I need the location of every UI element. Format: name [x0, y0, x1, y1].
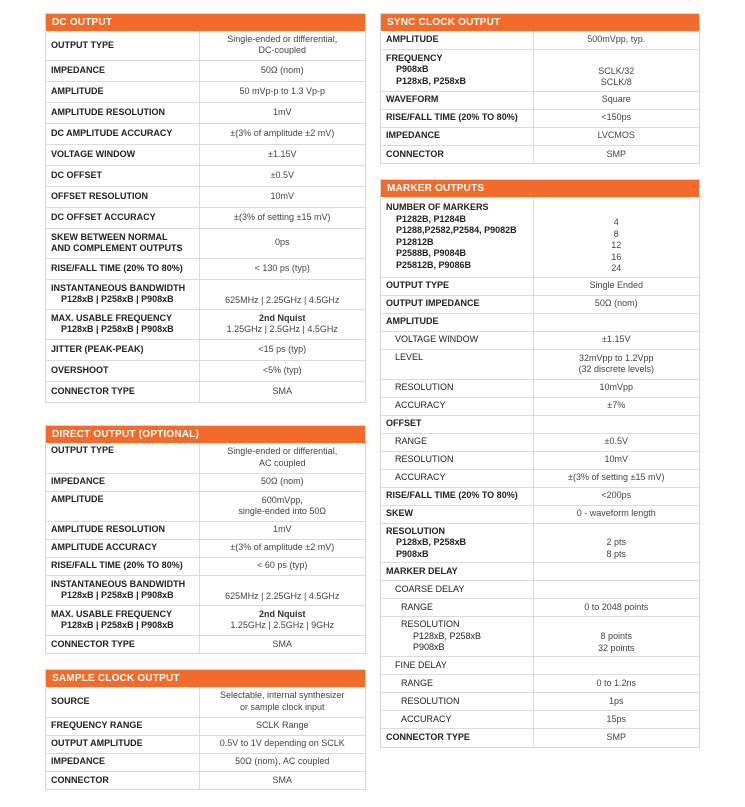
row-label: WAVEFORM	[381, 91, 533, 109]
table-row	[381, 711, 699, 729]
row-label: DC AMPLITUDE ACCURACY	[46, 123, 199, 144]
row-label: RISE/FALL TIME (20% TO 80%)	[46, 557, 199, 575]
row-label: RESOLUTION	[381, 451, 533, 469]
table-row	[46, 753, 365, 771]
table-row	[46, 165, 365, 186]
table-row	[46, 735, 365, 753]
table-row	[46, 575, 365, 605]
row-value: 15ps	[533, 711, 699, 729]
table-row	[381, 729, 699, 747]
table-row	[46, 60, 365, 81]
sync-clock-section	[380, 13, 700, 164]
row-label: VOLTAGE WINDOW	[381, 331, 533, 349]
row-label: FREQUENCY RANGE	[46, 717, 199, 735]
row-value: ±1.15V	[199, 144, 365, 165]
row-value: ±0.5V	[199, 165, 365, 186]
table-row	[46, 717, 365, 735]
row-label: RISE/FALL TIME (20% TO 80%)	[381, 487, 533, 505]
row-value: 1mV	[199, 102, 365, 123]
row-label: OUTPUT TYPE	[381, 277, 533, 295]
row-label: JITTER (PEAK-PEAK)	[46, 339, 199, 360]
table-row	[381, 433, 699, 451]
section-title: MARKER OUTPUTS	[381, 180, 699, 197]
row-label: SOURCE	[46, 687, 199, 717]
section-title: DC OUTPUT	[46, 14, 365, 31]
row-value: Single Ended	[533, 277, 699, 295]
row-value: 1mV	[199, 521, 365, 539]
row-value	[533, 313, 699, 331]
dc-output-table	[46, 31, 365, 402]
row-label: OFFSET RESOLUTION	[46, 186, 199, 207]
table-row	[46, 771, 365, 789]
row-value: 8 points 32 points	[533, 617, 699, 657]
row-value	[533, 415, 699, 433]
row-value: 2 pts 8 pts	[533, 523, 699, 563]
table-row	[46, 557, 365, 575]
row-value: 50Ω (nom)	[533, 295, 699, 313]
table-row	[381, 127, 699, 145]
table-row	[46, 207, 365, 228]
row-label: CONNECTOR	[381, 145, 533, 163]
row-label: LEVEL	[381, 349, 533, 379]
row-value: SMA	[199, 635, 365, 653]
row-label: IMPEDANCE	[46, 753, 199, 771]
row-label: RESOLUTION	[381, 693, 533, 711]
row-value: 10mVpp	[533, 379, 699, 397]
table-row	[381, 469, 699, 487]
direct-output-table	[46, 443, 365, 653]
row-value: 50 mVp-p to 1.3 Vp-p	[199, 81, 365, 102]
table-row	[381, 599, 699, 617]
row-label: MAX. USABLE FREQUENCY P128xB | P258xB | P908xB	[46, 605, 199, 635]
row-label: RESOLUTION P128xB, P258xB P908xB	[381, 523, 533, 563]
row-value: <150ps	[533, 109, 699, 127]
table-row	[381, 379, 699, 397]
table-row	[46, 228, 365, 258]
row-label: SKEW	[381, 505, 533, 523]
row-value: 4 8 12 16 24	[611, 217, 622, 273]
row-value: <5% (typ)	[199, 360, 365, 381]
table-row	[46, 521, 365, 539]
row-value: ±(3% of setting ±15 mV)	[533, 469, 699, 487]
row-label: RESOLUTION	[381, 379, 533, 397]
row-label: DC OFFSET	[46, 165, 199, 186]
row-value: < 60 ps (typ)	[199, 557, 365, 575]
sync-clock-table	[381, 31, 699, 163]
row-value: 50Ω (nom), AC coupled	[199, 753, 365, 771]
table-row	[381, 313, 699, 331]
table-row	[46, 473, 365, 491]
row-value: 10mV	[533, 451, 699, 469]
table-row	[46, 687, 365, 717]
table-row	[381, 451, 699, 469]
row-label: AMPLITUDE ACCURACY	[46, 539, 199, 557]
table-row	[381, 91, 699, 109]
row-label: DC OFFSET ACCURACY	[46, 207, 199, 228]
row-value: 0ps	[199, 228, 365, 258]
row-label: CONNECTOR TYPE	[46, 381, 199, 402]
table-row	[46, 539, 365, 557]
row-value: 32mVpp to 1.2Vpp (32 discrete levels)	[533, 349, 699, 379]
row-value	[533, 657, 699, 675]
table-row	[381, 675, 699, 693]
row-value: ±(3% of setting ±15 mV)	[199, 207, 365, 228]
row-value: SMP	[533, 729, 699, 747]
table-row	[46, 81, 365, 102]
row-label: INSTANTANEOUS BANDWIDTH P128xB | P258xB | P908xB	[46, 279, 199, 309]
row-value: SCLK Range	[199, 717, 365, 735]
table-row	[381, 487, 699, 505]
table-row	[46, 381, 365, 402]
row-value	[533, 563, 699, 581]
marker-outputs-table	[381, 197, 699, 747]
row-label: RESOLUTION P128xB, P258xB P908xB	[381, 617, 533, 657]
sample-clock-section	[45, 669, 366, 790]
row-label: ACCURACY	[381, 469, 533, 487]
row-value: 625MHz | 2.25GHz | 4.5GHz	[199, 279, 365, 309]
table-row	[381, 349, 699, 379]
row-value: SMP	[533, 145, 699, 163]
row-label: NUMBER OF MARKERS P1282B, P1284B P1288,P2582,P2584, P9082B P12812B P2588B, P9084B P25812B, P9086B	[381, 197, 533, 277]
table-row	[381, 581, 699, 599]
table-row	[381, 49, 699, 91]
row-value: 2nd Nquist 1.25GHz | 2.5GHz | 9GHz	[199, 605, 365, 635]
table-row	[381, 563, 699, 581]
row-value: <200ps	[533, 487, 699, 505]
table-row	[46, 31, 365, 60]
row-label: RANGE	[381, 675, 533, 693]
row-value: ±(3% of amplitude ±2 mV)	[199, 539, 365, 557]
marker-outputs-section	[380, 179, 700, 748]
row-value: 1ps	[533, 693, 699, 711]
row-label: OUTPUT TYPE	[46, 443, 199, 473]
row-label: RISE/FALL TIME (20% TO 80%)	[46, 258, 199, 279]
table-row	[381, 197, 699, 277]
row-label: OUTPUT TYPE	[46, 31, 199, 60]
row-value: 50Ω (nom)	[199, 473, 365, 491]
table-row	[381, 523, 699, 563]
table-row	[46, 102, 365, 123]
table-row	[46, 360, 365, 381]
row-label: IMPEDANCE	[46, 60, 199, 81]
table-row	[46, 123, 365, 144]
row-value: ±7%	[533, 397, 699, 415]
sample-clock-table	[46, 687, 365, 789]
row-label: MAX. USABLE FREQUENCY P128xB | P258xB | P908xB	[46, 309, 199, 339]
row-label: OVERSHOOT	[46, 360, 199, 381]
row-label: AMPLITUDE RESOLUTION	[46, 102, 199, 123]
row-value: 10mV	[199, 186, 365, 207]
table-row	[46, 491, 365, 521]
table-row	[46, 144, 365, 165]
row-label: SKEW BETWEEN NORMAL AND COMPLEMENT OUTPUTS	[46, 228, 199, 258]
table-row	[46, 605, 365, 635]
table-row	[46, 279, 365, 309]
row-value: ±1.15V	[533, 331, 699, 349]
row-label: AMPLITUDE	[46, 491, 199, 521]
row-label: CONNECTOR TYPE	[46, 635, 199, 653]
table-row	[381, 331, 699, 349]
row-label: FREQUENCY P908xB P128xB, P258xB	[381, 49, 533, 91]
table-row	[46, 258, 365, 279]
row-value: Selectable, internal synthesizer or sample clock input	[219, 690, 345, 712]
row-label: RISE/FALL TIME (20% TO 80%)	[381, 109, 533, 127]
row-value: < 130 ps (typ)	[199, 258, 365, 279]
table-row	[381, 109, 699, 127]
table-row	[381, 617, 699, 657]
row-label: AMPLITUDE	[381, 31, 533, 49]
table-row	[381, 145, 699, 163]
row-label: IMPEDANCE	[381, 127, 533, 145]
row-label: OUTPUT AMPLITUDE	[46, 735, 199, 753]
row-label: VOLTAGE WINDOW	[46, 144, 199, 165]
table-row	[46, 309, 365, 339]
row-label: AMPLITUDE	[381, 313, 533, 331]
table-row	[46, 186, 365, 207]
table-row	[381, 31, 699, 49]
row-value: 0.5V to 1V depending on SCLK	[199, 735, 365, 753]
row-label: FINE DELAY	[381, 657, 533, 675]
row-value: SMA	[199, 381, 365, 402]
section-title: SYNC CLOCK OUTPUT	[381, 14, 699, 31]
table-row	[381, 295, 699, 313]
dc-output-section	[45, 13, 366, 403]
row-label: OUTPUT IMPEDANCE	[381, 295, 533, 313]
row-value: 600mVpp, single-ended into 50Ω	[199, 491, 365, 521]
row-label: CONNECTOR TYPE	[381, 729, 533, 747]
row-value: 2nd Nquist 1.25GHz | 2.5GHz | 4.5GHz	[199, 309, 365, 339]
row-label: MARKER DELAY	[381, 563, 533, 581]
row-value: Single-ended or differential, AC coupled	[227, 446, 338, 468]
table-row	[381, 693, 699, 711]
table-row	[46, 635, 365, 653]
row-value: 500mVpp, typ.	[587, 34, 646, 44]
row-value: SCLK/32 SCLK/8	[533, 49, 699, 91]
row-label: ACCURACY	[381, 397, 533, 415]
row-value: Square	[533, 91, 699, 109]
row-label: IMPEDANCE	[46, 473, 199, 491]
row-label: COARSE DELAY	[381, 581, 533, 599]
table-row	[381, 277, 699, 295]
section-title: DIRECT OUTPUT (OPTIONAL)	[46, 426, 365, 443]
table-row	[381, 415, 699, 433]
table-row	[46, 443, 365, 473]
row-value: LVCMOS	[533, 127, 699, 145]
direct-output-section	[45, 425, 366, 654]
row-value: 0 - waveform length	[533, 505, 699, 523]
row-label: ACCURACY	[381, 711, 533, 729]
section-title: SAMPLE CLOCK OUTPUT	[46, 670, 365, 687]
row-value: Single-ended or differential, DC-coupled	[227, 33, 338, 56]
row-value: ±0.5V	[533, 433, 699, 451]
row-value: 0 to 2048 points	[533, 599, 699, 617]
row-value: <15 ps (typ)	[199, 339, 365, 360]
row-value	[533, 581, 699, 599]
table-row	[381, 397, 699, 415]
row-label: CONNECTOR	[46, 771, 199, 789]
row-value: ±(3% of amplitude ±2 mV)	[199, 123, 365, 144]
row-label: AMPLITUDE	[46, 81, 199, 102]
row-label: INSTANTANEOUS BANDWIDTH P128xB | P258xB | P908xB	[46, 575, 199, 605]
row-value: 50Ω (nom)	[199, 60, 365, 81]
table-row	[381, 657, 699, 675]
row-label: RANGE	[381, 433, 533, 451]
row-label: OFFSET	[381, 415, 533, 433]
table-row	[381, 505, 699, 523]
row-label: RANGE	[381, 599, 533, 617]
row-value: 0 to 1.2ns	[533, 675, 699, 693]
table-row	[46, 339, 365, 360]
row-value: SMA	[199, 771, 365, 789]
row-label: AMPLITUDE RESOLUTION	[46, 521, 199, 539]
row-value: 625MHz | 2.25GHz | 4.5GHz	[199, 575, 365, 605]
